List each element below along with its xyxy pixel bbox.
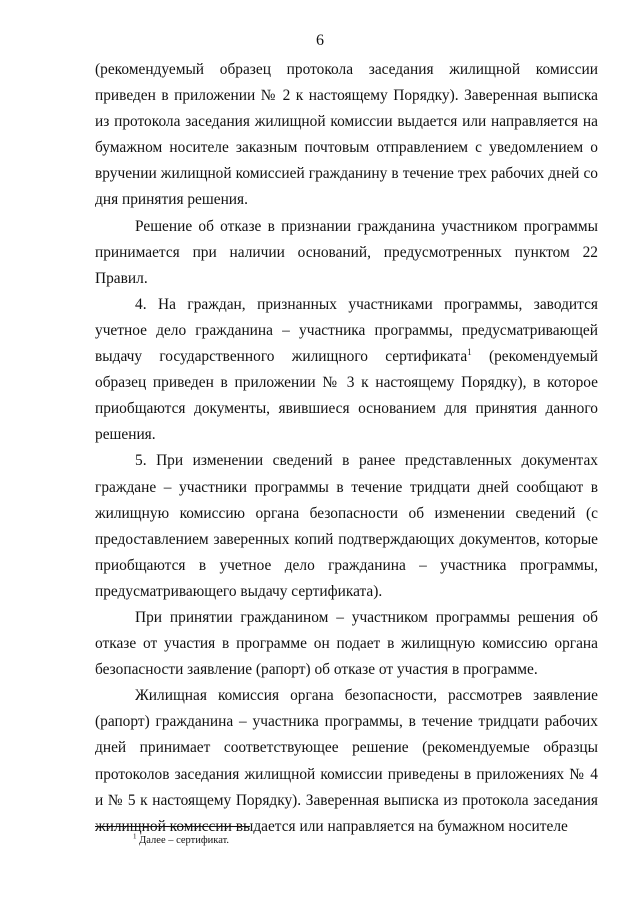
paragraph-item-4-text-a: 4. На граждан, признанных участниками программы, заводится учетное дело гражданина – участника программы, предусматривающей выдачу государственного жилищного сертификата xyxy=(95,295,598,366)
footnote-reference: 1 xyxy=(467,346,472,357)
paragraph-withdrawal: При принятии гражданином – участником программы решения об отказе от участия в программе он подает в жилищную комиссию органа безопасности заявление (рапорт) об отказе от участия в программе. xyxy=(95,608,598,679)
footnote xyxy=(133,834,229,848)
paragraph-protocol-sample: (рекомендуемый образец протокола заседания жилищной комиссии приведен в приложении № 2 к настоящему Порядку). Заверенная выписка из протокола заседания жилищной комиссии выдается или направляется на бумажном носителе заказным почтовым отправлением с уведомлением о вручении жилищной комиссией гражданину в течение трех рабочих дней со дня принятия решения. xyxy=(95,61,598,209)
paragraph-item-4-text-b: (рекомендуемый образец приведен в приложении № 3 к настоящему Порядку), в которое приобщаются документы, явившиеся основанием для принятия данного решения. xyxy=(95,348,599,444)
paragraph-commission-review: Жилищная комиссия органа безопасности, рассмотрев заявление (рапорт) гражданина – участника программы, в течение тридцати рабочих дней принимает соответствующее решение (рекомендуемые образцы протоколов заседания жилищной комиссии приведены в приложениях № 4 и № 5 к настоящему Порядку). Заверенная выписка из протокола заседания жилищной комиссии выдается или направляется на бумажном носителе xyxy=(95,687,598,835)
paragraph-refusal-decision: Решение об отказе в признании гражданина участником программы принимается при наличии оснований, предусмотренных пунктом 22 Правил. xyxy=(95,217,598,287)
paragraph-item-4 xyxy=(95,292,598,449)
footnote-separator xyxy=(95,826,250,827)
body-text xyxy=(95,57,598,840)
paragraph-item-5: 5. При изменении сведений в ранее представленных документах граждане – участники программы в течение тридцати дней сообщают в жилищную комиссию органа безопасности об изменении сведений (с предоставлением заверенных копий подтверждающих документов, которые приобщаются в учетное дело гражданина – участника программы, предусматривающего выдачу сертификата). xyxy=(95,452,598,600)
footnote-text: Далее – сертификат. xyxy=(139,835,230,846)
page-number: 6 xyxy=(316,32,324,49)
footnote-mark: 1 xyxy=(133,832,137,841)
